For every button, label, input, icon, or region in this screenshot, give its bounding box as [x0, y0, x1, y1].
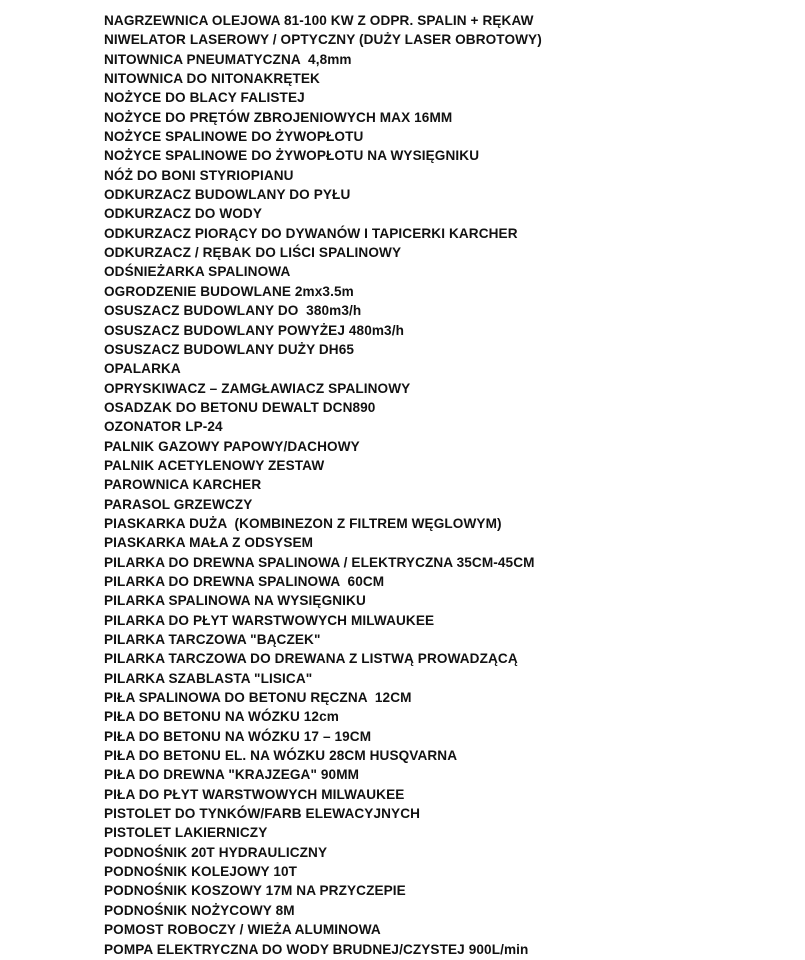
list-item: PIŁA DO DREWNA "KRAJZEGA" 90MM: [104, 767, 360, 783]
list-item: NÓŻ DO BONI STYRIOPIANU: [104, 167, 294, 183]
list-item: PODNOŚNIK KOSZOWY 17M NA PRZYCZEPIE: [104, 883, 406, 899]
list-item: PODNOŚNIK KOLEJOWY 10T: [104, 864, 298, 880]
list-item: PILARKA TARCZOWA DO DREWANA Z LISTWĄ PROWADZĄCĄ: [104, 651, 518, 667]
list-item: PALNIK GAZOWY PAPOWY/DACHOWY: [104, 438, 360, 454]
list-item: PIASKARKA DUŻA (KOMBINEZON Z FILTREM WĘGLOWYM): [104, 515, 502, 531]
list-item: PODNOŚNIK 20T HYDRAULICZNY: [104, 844, 328, 860]
list-item: PILARKA SPALINOWA NA WYSIĘGNIKU: [104, 593, 366, 609]
list-item: PAROWNICA KARCHER: [104, 477, 262, 493]
list-item: POMPA ELEKTRYCZNA DO WODY BRUDNEJ/CZYSTEJ 900L/min: [104, 941, 529, 957]
list-item: PIŁA DO PŁYT WARSTWOWYCH MILWAUKEE: [104, 786, 405, 802]
list-item: PARASOL GRZEWCZY: [104, 496, 253, 512]
list-item: OSADZAK DO BETONU DEWALT DCN890: [104, 399, 376, 415]
list-item: ODKURZACZ / RĘBAK DO LIŚCI SPALINOWY: [104, 245, 402, 261]
list-item: PIŁA DO BETONU NA WÓZKU 12cm: [104, 709, 339, 725]
list-item: OSUSZACZ BUDOWLANY DUŻY DH65: [104, 341, 355, 357]
list-item: ODKURZACZ BUDOWLANY DO PYŁU: [104, 187, 351, 203]
list-item: NOŻYCE DO BLACY FALISTEJ: [104, 90, 305, 106]
list-item: PODNOŚNIK NOŻYCOWY 8M: [104, 902, 295, 918]
list-item: PILARKA SZABLASTA "LISICA": [104, 670, 313, 686]
list-item: PALNIK ACETYLENOWY ZESTAW: [104, 457, 325, 473]
list-item: NOŻYCE DO PRĘTÓW ZBROJENIOWYCH MAX 16MM: [104, 109, 453, 125]
list-item: NITOWNICA PNEUMATYCZNA 4,8mm: [104, 51, 352, 67]
list-item: PILARKA DO DREWNA SPALINOWA 60CM: [104, 573, 385, 589]
list-item: PISTOLET DO TYNKÓW/FARB ELEWACYJNYCH: [104, 806, 421, 822]
list-item: ODKURZACZ PIORĄCY DO DYWANÓW I TAPICERKI KARCHER: [104, 225, 518, 241]
list-item: OPALARKA: [104, 361, 181, 377]
list-item: NAGRZEWNICA OLEJOWA 81-100 KW Z ODPR. SPALIN + RĘKAW: [104, 13, 534, 28]
list-item: ODŚNIEŻARKA SPALINOWA: [104, 264, 291, 280]
list-item: PILARKA TARCZOWA "BĄCZEK": [104, 632, 321, 647]
list-item: OZONATOR LP-24: [104, 419, 223, 435]
list-item: ODKURZACZ DO WODY: [104, 206, 263, 222]
list-item: NIWELATOR LASEROWY / OPTYCZNY (DUŻY LASER OBROTOWY): [104, 32, 542, 48]
list-item: POMOST ROBOCZY / WIEŻA ALUMINOWA: [104, 922, 381, 938]
list-item: PIŁA DO BETONU NA WÓZKU 17 – 19CM: [104, 728, 372, 744]
list-item: OSUSZACZ BUDOWLANY DO 380m3/h: [104, 303, 362, 319]
list-item: OSUSZACZ BUDOWLANY POWYŻEJ 480m3/h: [104, 322, 404, 338]
list-item: OGRODZENIE BUDOWLANE 2mx3.5m: [104, 283, 354, 299]
list-item: PIŁA DO BETONU EL. NA WÓZKU 28CM HUSQVARNA: [104, 748, 458, 764]
list-item: NOŻYCE SPALINOWE DO ŻYWOPŁOTU: [104, 129, 364, 145]
list-item: PISTOLET LAKIERNICZY: [104, 825, 268, 841]
list-item: NITOWNICA DO NITONAKRĘTEK: [104, 71, 320, 87]
list-item: PILARKA DO DREWNA SPALINOWA / ELEKTRYCZNA 35CM-45CM: [104, 554, 535, 570]
list-item: OPRYSKIWACZ – ZAMGŁAWIACZ SPALINOWY: [104, 380, 411, 396]
list-item: NOŻYCE SPALINOWE DO ŻYWOPŁOTU NA WYSIĘGNIKU: [104, 148, 480, 164]
list-item: PIŁA SPALINOWA DO BETONU RĘCZNA 12CM: [104, 690, 412, 706]
equipment-list: [104, 11, 542, 959]
list-item: PILARKA DO PŁYT WARSTWOWYCH MILWAUKEE: [104, 612, 435, 628]
list-item: PIASKARKA MAŁA Z ODSYSEM: [104, 535, 314, 551]
